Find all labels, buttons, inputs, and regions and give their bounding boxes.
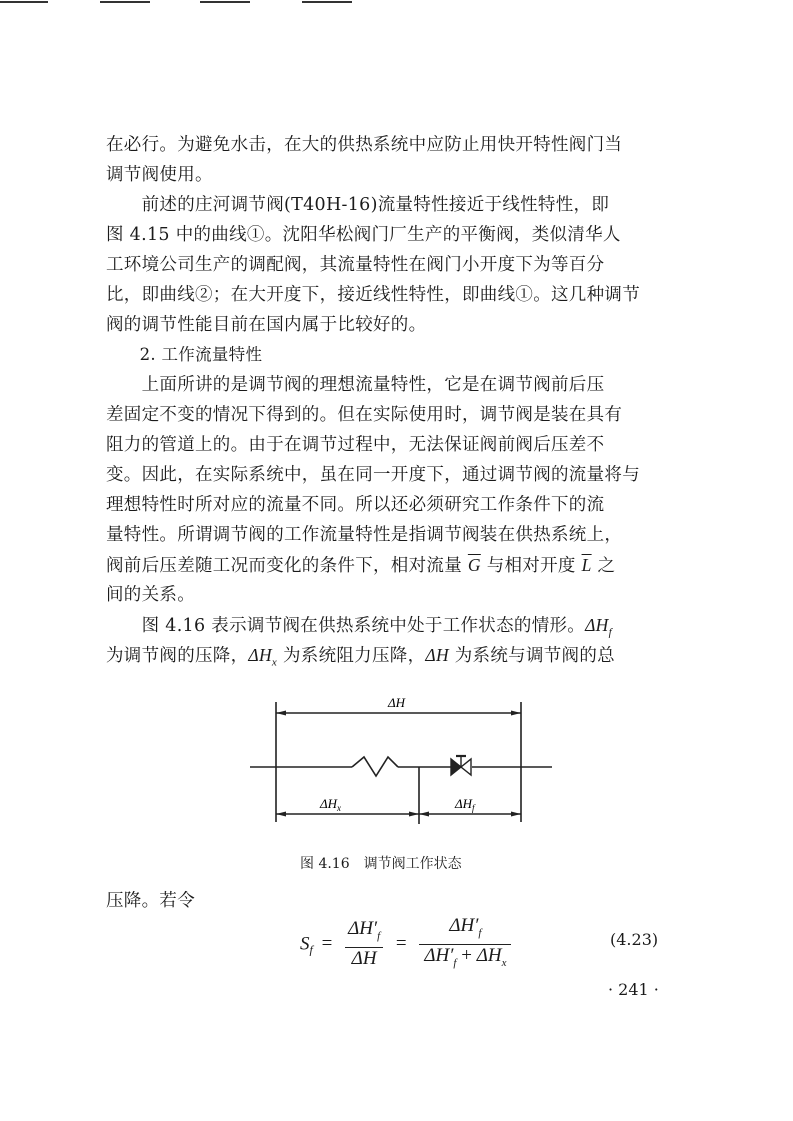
eq-term: ΔH′ (424, 944, 454, 966)
eq-sub: f (478, 926, 482, 939)
valve-icon (451, 756, 471, 775)
eq-fraction-1 (345, 918, 383, 970)
text-line: 阻力的管道上的。由于在调节过程中，无法保证阀前阀后压差不 (106, 435, 605, 455)
eq-term: ΔH (476, 944, 502, 966)
math-subscript: x (271, 656, 278, 669)
eq-numerator (345, 918, 383, 948)
header-rule (200, 1, 250, 3)
text-line (106, 554, 706, 577)
text-line: 比，即曲线②；在大开度下，接近线性特性，即曲线①。这几种调节 (106, 285, 640, 305)
text-line: 阀的调节性能目前在国内属于比较好的。 (106, 315, 427, 335)
section-heading: 2. 工作流量特性 (106, 345, 263, 364)
valve-pressure-label (454, 796, 476, 813)
label-text: ΔH (455, 796, 473, 811)
page-number: · 241 · (608, 980, 659, 999)
eq-sub: f (377, 930, 381, 943)
text-run: 阀前后压差随工况而变化的条件下，相对流量 (106, 556, 468, 576)
text-line: 理想特性时所对应的流量不同。所以还必须研究工作条件下的流 (106, 495, 605, 515)
eq-lhs-sub: f (309, 942, 313, 957)
text-line: 间的关系。 (106, 585, 195, 605)
text-line (106, 614, 706, 644)
equation-number: (4.23) (610, 930, 659, 949)
eq-equals: = (395, 933, 407, 955)
label-subscript: f (472, 803, 475, 813)
eq-term: ΔH′ (449, 915, 479, 936)
relative-flow-symbol: $\overline{G}$ (467, 555, 481, 575)
text-line: 上面所讲的是调节阀的理想流量特性，它是在调节阀前后压 (106, 375, 605, 395)
eq-numerator (419, 915, 511, 945)
header-rule (0, 1, 48, 3)
eq-lhs: S (300, 933, 310, 955)
text-run: 为系统阻力压降， (277, 646, 426, 666)
eq-equals: = (321, 933, 333, 955)
text-run: 之 (591, 556, 616, 576)
text-line: 工环境公司生产的调配阀，其流量特性在阀门小开度下为等百分 (106, 255, 605, 275)
equation-4-23 (300, 915, 515, 970)
eq-denominator: ΔH (351, 948, 377, 970)
math-symbol: ΔH (425, 645, 449, 665)
eq-fraction-2 (419, 915, 511, 974)
math-symbol: ΔH (585, 615, 609, 635)
text-line: 差固定不变的情况下得到的。但在实际使用时，调节阀是装在具有 (106, 405, 623, 425)
text-run: 为系统与调节阀的总 (448, 646, 615, 666)
relative-opening-symbol: $\overline{L}$ (581, 555, 592, 575)
eq-sub: x (501, 956, 507, 969)
eq-denominator (421, 945, 509, 974)
text-run: 与相对开度 (480, 556, 582, 576)
math-symbol: ΔH (248, 645, 272, 665)
text-line: 在必行。为避免水击，在大的供热系统中应防止用快开特性阀门当 (106, 135, 623, 155)
text-run: 为调节阀的压降， (106, 646, 249, 666)
header-rule (100, 1, 150, 3)
figure-caption: 图 4.16 调节阀工作状态 (300, 856, 462, 872)
text-line (106, 644, 706, 674)
header-rule (302, 1, 352, 3)
text-line: 图 4.15 中的曲线①。沈阳华松阀门厂生产的平衡阀，类似清华人 (106, 225, 621, 245)
text-line: 变。因此，在实际系统中，虽在同一开度下，通过调节阀的流量将与 (106, 465, 640, 485)
text-line: 量特性。所谓调节阀的工作流量特性是指调节阀装在供热系统上， (106, 525, 623, 545)
figure-4-16-diagram (240, 690, 570, 835)
math-subscript: f (608, 626, 612, 639)
text-line: 前述的庄河调节阀(T40H-16)流量特性接近于线性特性，即 (106, 195, 610, 215)
label-text: ΔH (320, 796, 338, 811)
text-line: 调节阀使用。 (106, 165, 213, 185)
text-run: 图 4.16 表示调节阀在供热系统中处于工作状态的情形。 (106, 616, 586, 636)
resistance-zigzag (352, 757, 398, 776)
label-subscript: x (337, 803, 342, 813)
system-pressure-label (319, 796, 341, 813)
text-line: 压降。若令 (106, 891, 195, 911)
eq-sub: f (453, 956, 457, 969)
eq-plus: + (456, 944, 477, 966)
dimension-arrows-icon (276, 711, 521, 817)
eq-term: ΔH′ (348, 918, 378, 940)
total-pressure-label: ΔH (388, 695, 406, 710)
